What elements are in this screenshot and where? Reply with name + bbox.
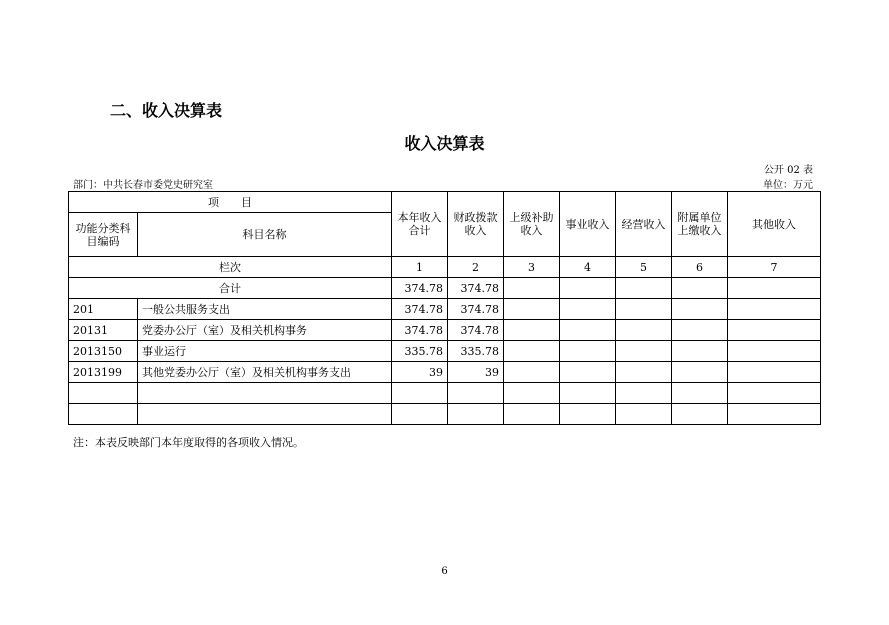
value-cell	[672, 404, 728, 425]
value-cell	[392, 404, 448, 425]
value-cell	[616, 341, 672, 362]
page-number: 6	[441, 566, 448, 577]
section-title: 二、收入决算表	[110, 101, 223, 120]
table-row	[69, 404, 821, 425]
department-label: 部门：中共长春市委党史研究室	[73, 180, 213, 191]
value-cell	[504, 299, 560, 320]
total-value	[504, 278, 560, 299]
value-cell	[504, 320, 560, 341]
value-cell	[616, 383, 672, 404]
column-number: 3	[504, 257, 560, 278]
func-code-cell: 2013199	[69, 362, 138, 383]
func-code-cell: 2013150	[69, 341, 138, 362]
column-number: 4	[560, 257, 616, 278]
value-cell	[728, 362, 821, 383]
func-code-cell: 201	[69, 299, 138, 320]
column-number: 7	[728, 257, 821, 278]
subject-name-cell: 事业运行	[138, 341, 392, 362]
value-cell	[616, 320, 672, 341]
value-cell: 335.78	[392, 341, 448, 362]
total-value	[560, 278, 616, 299]
column-header: 本年收入合计	[392, 192, 448, 257]
column-header: 事业收入	[560, 192, 616, 257]
column-number: 6	[672, 257, 728, 278]
total-value: 374.78	[448, 278, 504, 299]
table-row	[69, 299, 821, 320]
value-cell	[560, 404, 616, 425]
table-row	[69, 320, 821, 341]
column-header: 附属单位上缴收入	[672, 192, 728, 257]
value-cell	[560, 362, 616, 383]
column-header: 经营收入	[616, 192, 672, 257]
unit-label: 单位：万元	[763, 180, 813, 191]
column-header: 上级补助收入	[504, 192, 560, 257]
total-value: 374.78	[392, 278, 448, 299]
value-cell	[448, 404, 504, 425]
subject-name-cell	[138, 404, 392, 425]
value-cell	[616, 404, 672, 425]
value-cell	[672, 320, 728, 341]
value-cell	[504, 404, 560, 425]
value-cell	[504, 383, 560, 404]
column-header: 其他收入	[728, 192, 821, 257]
value-cell: 335.78	[448, 341, 504, 362]
column-number: 2	[448, 257, 504, 278]
total-value	[728, 278, 821, 299]
func-code-cell: 20131	[69, 320, 138, 341]
value-cell	[672, 341, 728, 362]
revenue-table	[68, 191, 821, 425]
value-cell: 374.78	[392, 299, 448, 320]
value-cell	[728, 320, 821, 341]
value-cell	[728, 404, 821, 425]
value-cell	[392, 383, 448, 404]
func-code-header: 功能分类科目编码	[69, 213, 138, 257]
total-value	[672, 278, 728, 299]
value-cell	[616, 362, 672, 383]
value-cell	[504, 362, 560, 383]
value-cell	[560, 320, 616, 341]
subject-name-cell: 一般公共服务支出	[138, 299, 392, 320]
value-cell: 374.78	[392, 320, 448, 341]
value-cell	[448, 383, 504, 404]
value-cell	[560, 341, 616, 362]
value-cell	[504, 341, 560, 362]
value-cell	[560, 383, 616, 404]
column-number: 5	[616, 257, 672, 278]
value-cell	[728, 341, 821, 362]
value-cell: 374.78	[448, 299, 504, 320]
value-cell: 374.78	[448, 320, 504, 341]
value-cell	[672, 299, 728, 320]
value-cell	[672, 362, 728, 383]
table-note: 注：本表反映部门本年度取得的各项收入情况。	[73, 436, 304, 449]
func-code-cell	[69, 404, 138, 425]
total-value	[616, 278, 672, 299]
value-cell	[728, 383, 821, 404]
value-cell	[616, 299, 672, 320]
value-cell: 39	[448, 362, 504, 383]
form-number: 公开 02 表	[763, 165, 813, 176]
column-header: 财政拨款收入	[448, 192, 504, 257]
subject-name-cell	[138, 383, 392, 404]
value-cell	[672, 383, 728, 404]
subject-name-cell: 党委办公厅（室）及相关机构事务	[138, 320, 392, 341]
table-row	[69, 383, 821, 404]
table-row	[69, 362, 821, 383]
value-cell	[560, 299, 616, 320]
table-row	[69, 341, 821, 362]
column-number-label: 栏次	[69, 257, 392, 278]
item-header: 项 目	[69, 192, 392, 213]
column-number: 1	[392, 257, 448, 278]
subject-name-header: 科目名称	[138, 213, 392, 257]
subject-name-cell: 其他党委办公厅（室）及相关机构事务支出	[138, 362, 392, 383]
func-code-cell	[69, 383, 138, 404]
value-cell: 39	[392, 362, 448, 383]
table-title: 收入决算表	[404, 134, 485, 153]
value-cell	[728, 299, 821, 320]
total-label: 合计	[69, 278, 392, 299]
